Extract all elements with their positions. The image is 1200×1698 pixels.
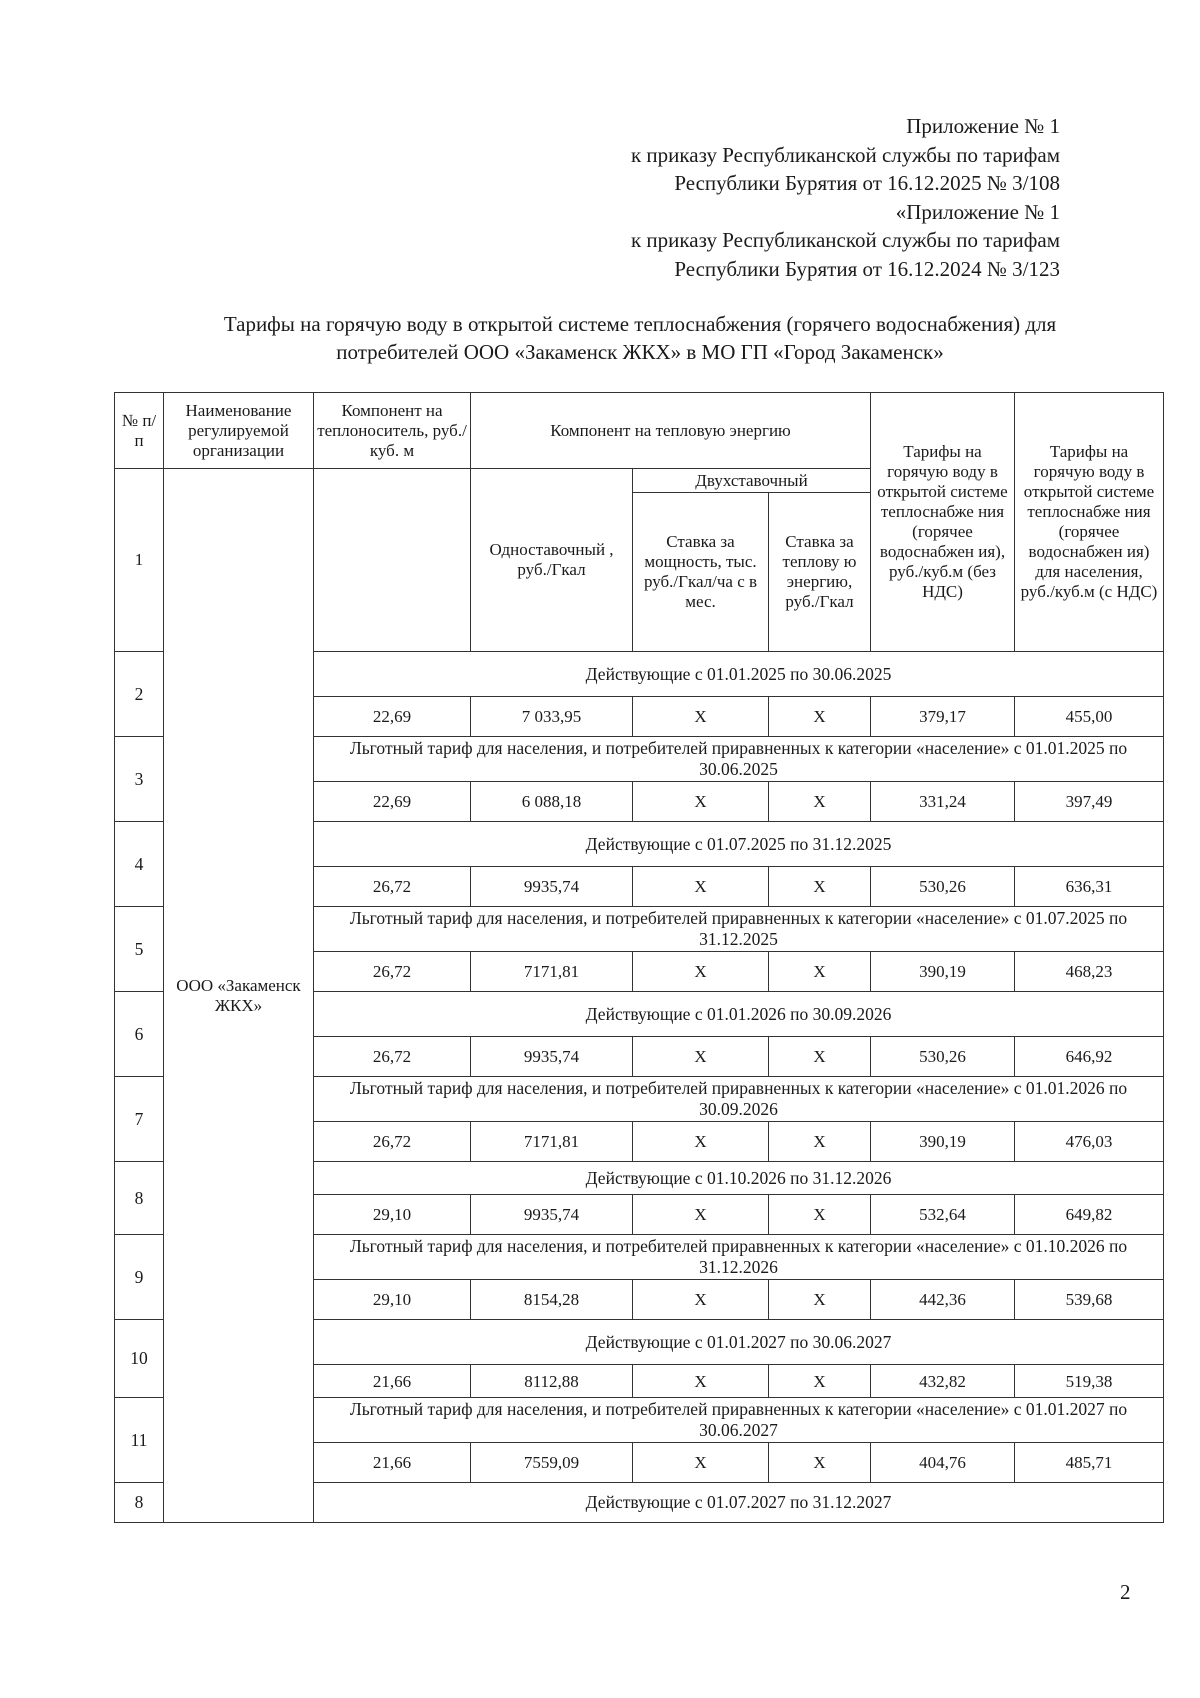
header-num: № п/ п xyxy=(115,393,164,469)
value-capacity: Х xyxy=(633,697,769,737)
value-carrier: 22,69 xyxy=(314,782,471,822)
value-tariff-vat: 397,49 xyxy=(1015,782,1164,822)
value-tariff-no-vat: 331,24 xyxy=(871,782,1015,822)
value-capacity: Х xyxy=(633,1365,769,1398)
period-label: Льготный тариф для населения, и потребителей приравненных к категории «население» с 01.07.2025 по 31.12.2025 xyxy=(314,907,1164,952)
value-tariff-no-vat: 404,76 xyxy=(871,1443,1015,1483)
value-carrier: 29,10 xyxy=(314,1195,471,1235)
value-carrier: 22,69 xyxy=(314,697,471,737)
header-heat-component: Компонент на тепловую энергию xyxy=(471,393,871,469)
value-tariff-vat: 519,38 xyxy=(1015,1365,1164,1398)
row-number: 6 xyxy=(115,992,164,1077)
value-one-part: 7171,81 xyxy=(471,1122,633,1162)
value-energy: Х xyxy=(769,1365,871,1398)
period-label: Действующие с 01.07.2027 по 31.12.2027 xyxy=(314,1483,1164,1523)
value-one-part: 8112,88 xyxy=(471,1365,633,1398)
period-label: Льготный тариф для населения, и потребителей приравненных к категории «население» с 01.01.2027 по 30.06.2027 xyxy=(314,1398,1164,1443)
header-line: Республики Бурятия от 16.12.2025 № 3/108 xyxy=(674,171,1060,195)
value-carrier: 26,72 xyxy=(314,1122,471,1162)
value-capacity: Х xyxy=(633,1195,769,1235)
value-tariff-vat: 649,82 xyxy=(1015,1195,1164,1235)
header-capacity-rate: Ставка за мощность, тыс. руб./Гкал/ча с в мес. xyxy=(633,493,769,652)
row-number: 7 xyxy=(115,1077,164,1162)
value-tariff-vat: 539,68 xyxy=(1015,1280,1164,1320)
value-one-part: 7 033,95 xyxy=(471,697,633,737)
value-carrier: 26,72 xyxy=(314,867,471,907)
header-tariff-vat: Тарифы на горячую воду в открытой системе теплоснабже ния (горячее водоснабжен ия) для населения, руб./куб.м (с НДС) xyxy=(1015,393,1164,652)
value-energy: Х xyxy=(769,1195,871,1235)
value-energy: Х xyxy=(769,1122,871,1162)
tariff-table xyxy=(114,392,1164,1523)
value-tariff-vat: 455,00 xyxy=(1015,697,1164,737)
value-energy: Х xyxy=(769,952,871,992)
header-line: к приказу Республиканской службы по тарифам xyxy=(630,142,1060,167)
page-number: 2 xyxy=(1120,1580,1131,1604)
value-tariff-vat: 468,23 xyxy=(1015,952,1164,992)
value-carrier: 21,66 xyxy=(314,1365,471,1398)
value-tariff-no-vat: 530,26 xyxy=(871,1037,1015,1077)
value-tariff-no-vat: 432,82 xyxy=(871,1365,1015,1398)
value-capacity: Х xyxy=(633,1122,769,1162)
value-capacity: Х xyxy=(633,782,769,822)
period-label: Льготный тариф для населения, и потребителей приравненных к категории «население» с 01.10.2026 по 31.12.2026 xyxy=(314,1235,1164,1280)
row-number: 1 xyxy=(115,469,164,652)
value-capacity: Х xyxy=(633,1443,769,1483)
value-energy: Х xyxy=(769,867,871,907)
value-one-part: 6 088,18 xyxy=(471,782,633,822)
header-line: к приказу Республиканской службы по тарифам xyxy=(630,228,1060,252)
period-label: Действующие с 01.01.2027 по 30.06.2027 xyxy=(314,1320,1164,1365)
value-tariff-vat: 636,31 xyxy=(1015,867,1164,907)
header-org: Наименование регулируемой организации xyxy=(164,393,314,469)
value-tariff-no-vat: 532,64 xyxy=(871,1195,1015,1235)
row-number: 3 xyxy=(115,737,164,822)
value-one-part: 7171,81 xyxy=(471,952,633,992)
value-carrier: 26,72 xyxy=(314,1037,471,1077)
header-two-part: Двухставочный xyxy=(633,469,871,493)
title-line-1: Тарифы на горячую воду в открытой системе теплоснабжения (горячего водоснабжения) для xyxy=(223,312,1057,336)
header-one-part: Одноставочный , руб./Гкал xyxy=(471,469,633,652)
row-number: 8 xyxy=(115,1162,164,1235)
value-one-part: 9935,74 xyxy=(471,867,633,907)
value-one-part: 9935,74 xyxy=(471,1195,633,1235)
value-capacity: Х xyxy=(633,1280,769,1320)
value-one-part: 7559,09 xyxy=(471,1443,633,1483)
value-capacity: Х xyxy=(633,952,769,992)
header-line: Республики Бурятия от 16.12.2024 № 3/123 xyxy=(674,256,1060,281)
value-tariff-no-vat: 530,26 xyxy=(871,867,1015,907)
value-capacity: Х xyxy=(633,1037,769,1077)
value-tariff-no-vat: 379,17 xyxy=(871,697,1015,737)
value-one-part: 8154,28 xyxy=(471,1280,633,1320)
value-energy: Х xyxy=(769,697,871,737)
value-tariff-no-vat: 390,19 xyxy=(871,952,1015,992)
period-label: Льготный тариф для населения, и потребителей приравненных к категории «население» с 01.01.2025 по 30.06.2025 xyxy=(314,737,1164,782)
row-number: 10 xyxy=(115,1320,164,1398)
value-tariff-no-vat: 442,36 xyxy=(871,1280,1015,1320)
period-label: Льготный тариф для населения, и потребителей приравненных к категории «население» с 01.01.2026 по 30.09.2026 xyxy=(314,1077,1164,1122)
row-number: 8 xyxy=(115,1483,164,1523)
value-tariff-vat: 476,03 xyxy=(1015,1122,1164,1162)
document-title xyxy=(150,310,1130,366)
period-label: Действующие с 01.10.2026 по 31.12.2026 xyxy=(314,1162,1164,1195)
organization-name: ООО «Закаменск ЖКХ» xyxy=(164,469,314,1523)
header-energy-rate: Ставка за теплову ю энергию, руб./Гкал xyxy=(769,493,871,652)
period-label: Действующие с 01.01.2026 по 30.09.2026 xyxy=(314,992,1164,1037)
value-energy: Х xyxy=(769,1037,871,1077)
value-carrier: 21,66 xyxy=(314,1443,471,1483)
header-carrier-blank xyxy=(314,469,471,652)
title-line-2: потребителей ООО «Закаменск ЖКХ» в МО ГП «Город Закаменск» xyxy=(336,340,944,364)
period-label: Действующие с 01.07.2025 по 31.12.2025 xyxy=(314,822,1164,867)
value-carrier: 26,72 xyxy=(314,952,471,992)
header-tariff-no-vat: Тарифы на горячую воду в открытой системе теплоснабже ния (горячее водоснабжен ия), руб./куб.м (без НДС) xyxy=(871,393,1015,652)
row-number: 4 xyxy=(115,822,164,907)
row-number: 9 xyxy=(115,1235,164,1320)
value-tariff-vat: 646,92 xyxy=(1015,1037,1164,1077)
period-label: Действующие с 01.01.2025 по 30.06.2025 xyxy=(314,652,1164,697)
value-one-part: 9935,74 xyxy=(471,1037,633,1077)
order-reference-header xyxy=(440,112,1060,283)
header-line: Приложение № 1 xyxy=(906,114,1060,138)
value-energy: Х xyxy=(769,1443,871,1483)
value-energy: Х xyxy=(769,1280,871,1320)
header-line: «Приложение № 1 xyxy=(895,199,1060,224)
value-capacity: Х xyxy=(633,867,769,907)
value-carrier: 29,10 xyxy=(314,1280,471,1320)
row-number: 2 xyxy=(115,652,164,737)
value-tariff-vat: 485,71 xyxy=(1015,1443,1164,1483)
value-energy: Х xyxy=(769,782,871,822)
row-number: 5 xyxy=(115,907,164,992)
row-number: 11 xyxy=(115,1398,164,1483)
value-tariff-no-vat: 390,19 xyxy=(871,1122,1015,1162)
header-carrier: Компонент на теплоноситель, руб./куб. м xyxy=(314,393,471,469)
